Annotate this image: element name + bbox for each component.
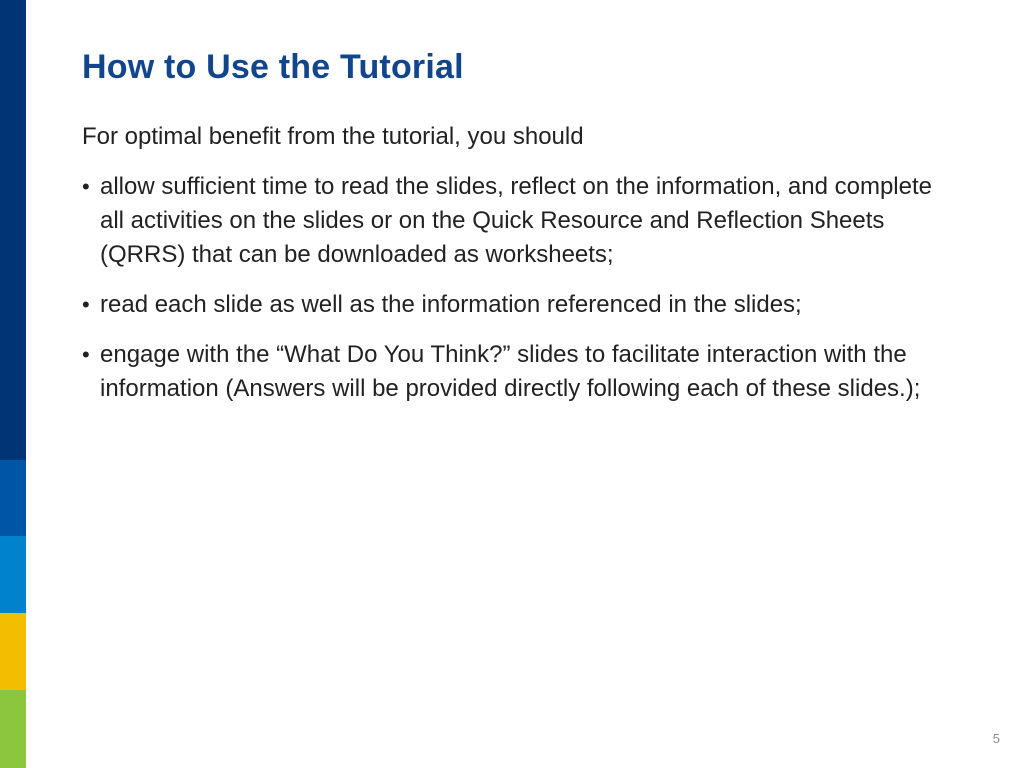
bullet-icon: • (82, 292, 90, 317)
bullet-text: read each slide as well as the information referenced in the slides; (100, 291, 802, 318)
intro-text: For optimal benefit from the tutorial, you should (82, 123, 584, 150)
bullet-item (82, 338, 952, 406)
slide-title: How to Use the Tutorial (82, 48, 464, 86)
bullet-text: engage with the “What Do You Think?” slides to facilitate interaction with the information (Answers will be provided directly following each of these slides.); (100, 341, 921, 402)
bullet-icon: • (82, 342, 90, 367)
bullet-text: allow sufficient time to read the slides, reflect on the information, and complete all activities on the slides or on the Quick Resource and Reflection Sheets (QRRS) that can be downloaded as worksheets; (100, 173, 932, 268)
side-bar-segment-yellow (0, 613, 26, 690)
bullet-icon: • (82, 174, 90, 199)
side-bar-segment-navy (0, 0, 26, 460)
bullet-item (82, 288, 952, 322)
side-bar-segment-blue (0, 460, 26, 536)
side-bar-segment-light-blue (0, 536, 26, 613)
bullet-list (82, 170, 952, 422)
side-bar-segment-green (0, 690, 26, 768)
side-color-bar (0, 0, 26, 768)
page-number: 5 (992, 731, 1000, 746)
bullet-item (82, 170, 952, 272)
